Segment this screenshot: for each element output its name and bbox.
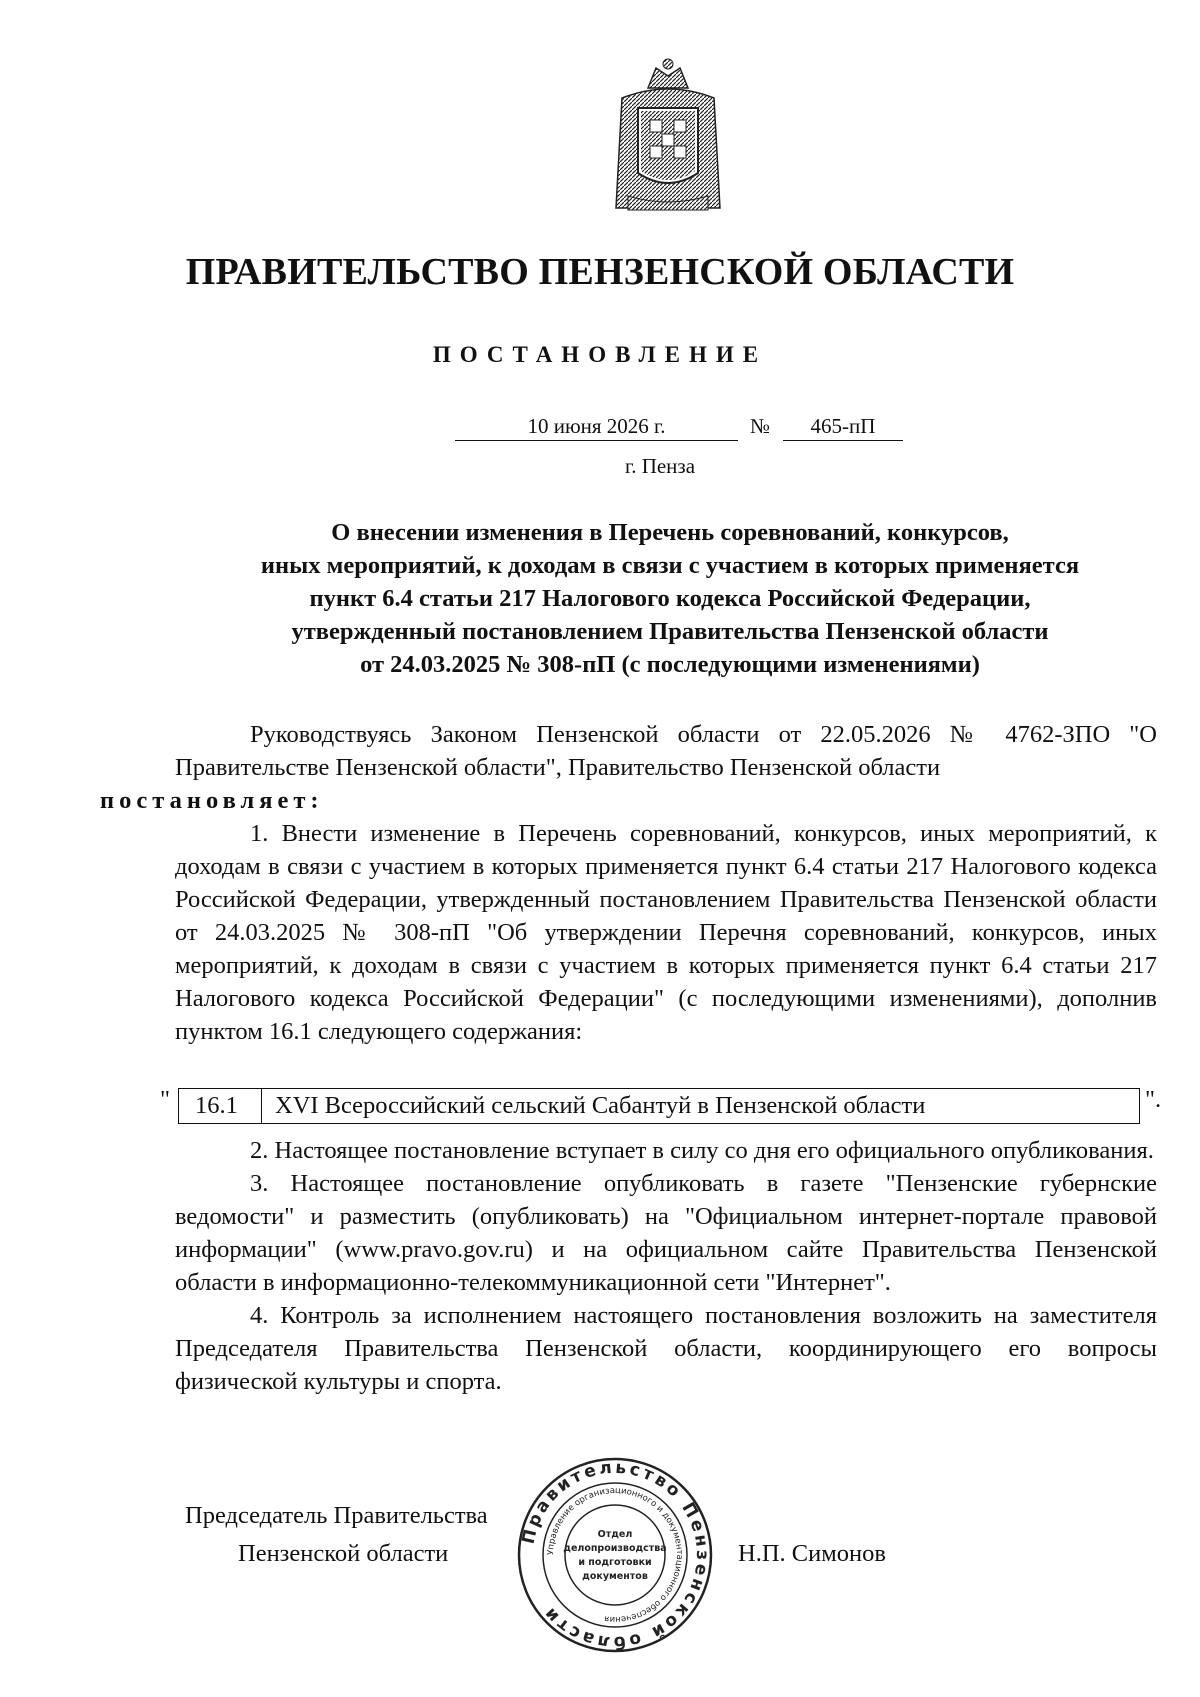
official-seal bbox=[515, 1455, 715, 1655]
title-line: от 24.03.2025 № 308-пП (с последующими изменениями) bbox=[360, 651, 980, 678]
seal-inner-line: документов bbox=[582, 1571, 648, 1582]
preamble-paragraph bbox=[100, 718, 1157, 817]
document-date: 10 июня 2026 г. bbox=[455, 412, 738, 441]
seal-middle-text: Управление организационного и документационного обеспечения bbox=[545, 1485, 685, 1625]
document-body bbox=[100, 718, 1157, 1048]
item-1-paragraph: 1. Внести изменение в Перечень соревнований, конкурсов, иных мероприятий, к доходам в связи с участием в которых применяется пункт 6.4 статьи 217 Налогового кодекса Российской Федерации, утвержденный постановлением Правительства Пензенской области от 24.03.2025 № 308-пП "Об утверждении Перечня соревнований, конкурсов, иных мероприятий, к доходам в связи с участием в которых применяется пункт 6.4 статьи 217 Налогового кодекса Российской Федерации" (с последующими изменениями), дополнив пунктом 16.1 следующего содержания: bbox=[175, 820, 1157, 1045]
number-sign: № bbox=[750, 414, 771, 438]
title-line: утвержденный постановлением Правительства Пензенской области bbox=[291, 618, 1049, 645]
signatory-position-line1: Председатель Правительства bbox=[185, 1502, 488, 1529]
signatory-name: Н.П. Симонов bbox=[738, 1540, 886, 1567]
preamble-text: Руководствуясь Законом Пензенской области от 22.05.2026 № 4762-ЗПО "О Правительстве Пензенской области", Правительство Пензенской области bbox=[175, 721, 1157, 781]
item-4-paragraph: 4. Контроль за исполнением настоящего постановления возложить на заместителя Председателя Правительства Пензенской области, координирующего его вопросы физической культуры и спорта. bbox=[175, 1302, 1157, 1395]
decrees-word: постановляет: bbox=[100, 787, 324, 814]
open-quote: " bbox=[160, 1086, 171, 1113]
table-row bbox=[178, 1088, 1140, 1124]
seal-outer-text: Правительство Пензенской области bbox=[518, 1457, 713, 1653]
city: г. Пенза bbox=[624, 454, 696, 478]
seal-inner-line: и подготовки bbox=[578, 1557, 652, 1568]
item-2-paragraph: 2. Настоящее постановление вступает в силу со дня его официального опубликования. bbox=[250, 1137, 1154, 1164]
svg-text:Управление организационного и bbox=[546, 1486, 684, 1624]
government-name: ПРАВИТЕЛЬСТВО ПЕНЗЕНСКОЙ ОБЛАСТИ bbox=[185, 251, 1015, 293]
title-line: пункт 6.4 статьи 217 Налогового кодекса Российской Федерации, bbox=[309, 585, 1031, 612]
document-title bbox=[170, 516, 1170, 681]
title-line: иных мероприятий, к доходам в связи с участием в которых применяется bbox=[260, 552, 1080, 579]
table-cell-number: 16.1 bbox=[179, 1089, 262, 1123]
coat-of-arms-icon bbox=[608, 58, 728, 218]
seal-inner-line: делопроизводства bbox=[563, 1543, 667, 1554]
title-line: О внесении изменения в Перечень соревнований, конкурсов, bbox=[331, 519, 1009, 546]
document-type: ПОСТАНОВЛЕНИЕ bbox=[432, 342, 768, 367]
table-cell-text: XVI Всероссийский сельский Сабантуй в Пензенской области bbox=[275, 1092, 926, 1119]
document-number: 465-пП bbox=[783, 412, 903, 441]
item-3-paragraph: 3. Настоящее постановление опубликовать в газете "Пензенские губернские ведомости" и разместить (опубликовать) на "Официальном интернет-портале правовой информации" (www.pravo.gov.ru) и на официальном сайте Правительства Пензенской области в информационно-телекоммуникационной сети "Интернет". bbox=[175, 1170, 1157, 1296]
signatory-position-line2: Пензенской области bbox=[238, 1540, 449, 1567]
close-quote: ". bbox=[1145, 1086, 1162, 1113]
seal-inner-line: Отдел bbox=[597, 1529, 633, 1540]
document-body-continued bbox=[175, 1134, 1157, 1398]
list-addition-table bbox=[160, 1088, 1170, 1126]
